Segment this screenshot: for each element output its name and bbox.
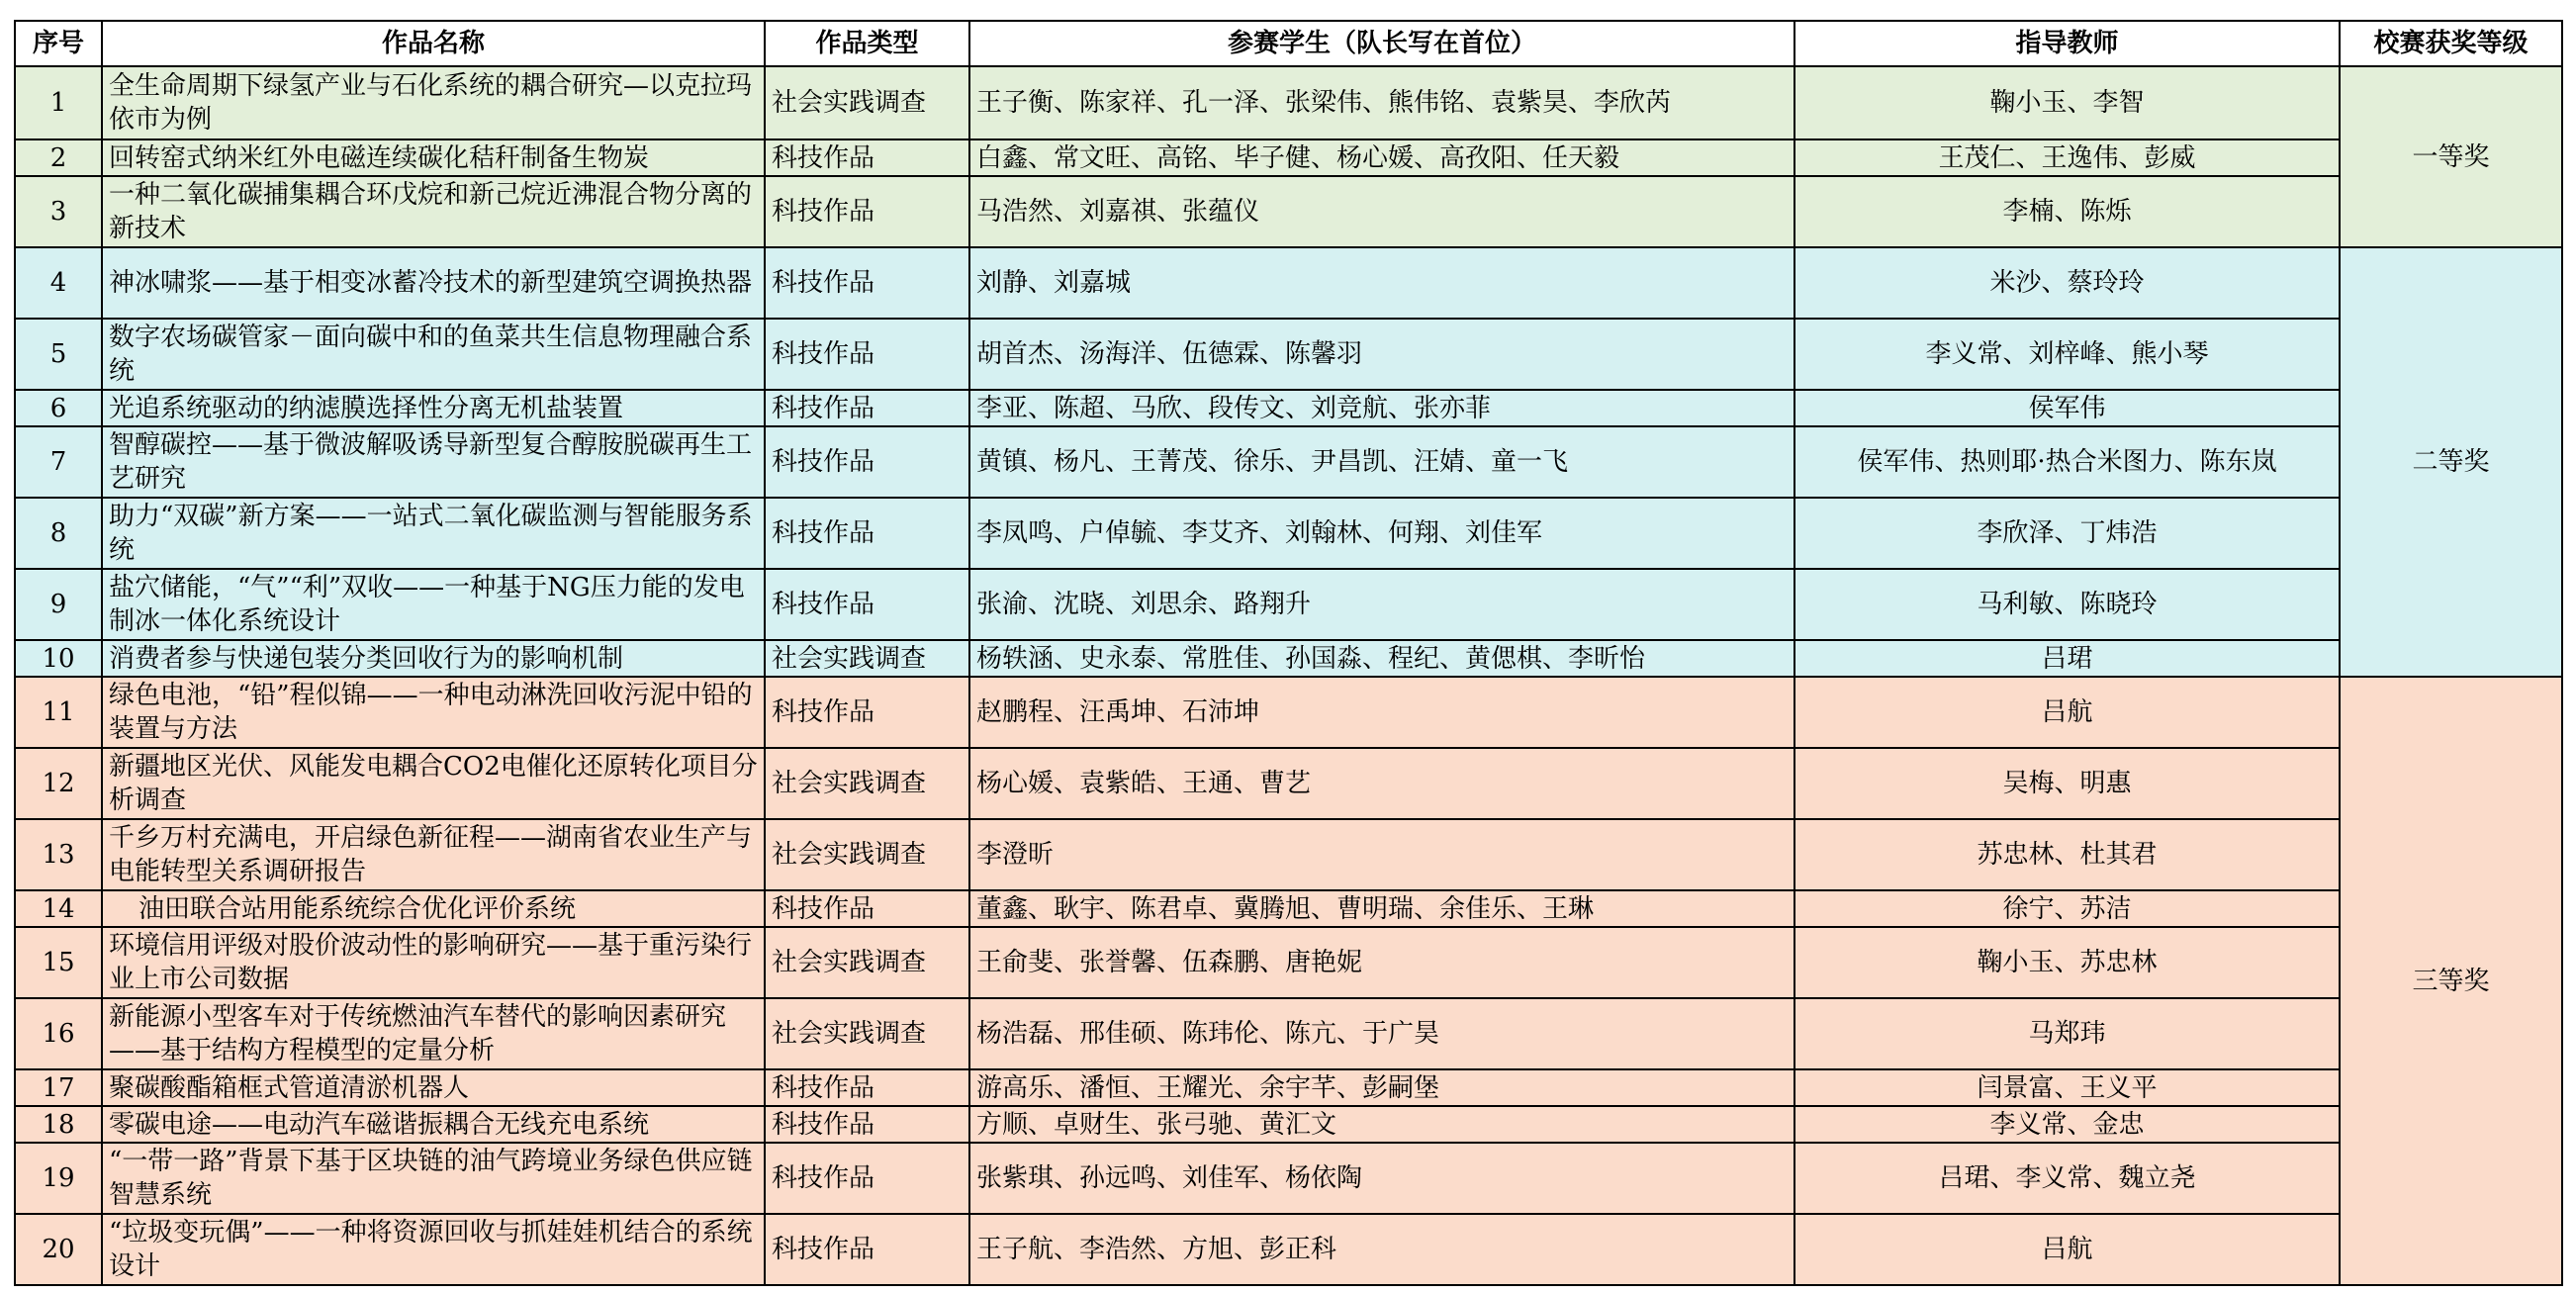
header-advisors: 指导教师 (1794, 21, 2340, 66)
cell-title: 一种二氧化碳捕集耦合环戊烷和新己烷近沸混合物分离的新技术 (102, 176, 765, 247)
cell-title: 神冰啸浆——基于相变冰蓄冷技术的新型建筑空调换热器 (102, 247, 765, 319)
award-table-container (14, 20, 2563, 1286)
table-row (15, 677, 2562, 748)
cell-title: 回转窑式纳米红外电磁连续碳化秸秆制备生物炭 (102, 139, 765, 176)
cell-title: 消费者参与快递包装分类回收行为的影响机制 (102, 640, 765, 677)
cell-type: 社会实践调查 (765, 640, 969, 677)
award-table (14, 20, 2563, 1286)
cell-advisors: 吕航 (1794, 677, 2340, 748)
cell-type: 科技作品 (765, 677, 969, 748)
cell-no: 12 (15, 748, 102, 819)
cell-type: 社会实践调查 (765, 998, 969, 1069)
cell-no: 8 (15, 498, 102, 569)
cell-no: 1 (15, 66, 102, 139)
table-row (15, 1143, 2562, 1214)
cell-title: 盐穴储能，“气”“利”双收——一种基于NG压力能的发电制冰一体化系统设计 (102, 569, 765, 640)
cell-students: 赵鹏程、汪禹坤、石沛坤 (969, 677, 1794, 748)
cell-no: 17 (15, 1069, 102, 1106)
cell-type: 科技作品 (765, 319, 969, 390)
cell-title: 新疆地区光伏、风能发电耦合CO2电催化还原转化项目分析调查 (102, 748, 765, 819)
cell-advisors: 李楠、陈烁 (1794, 176, 2340, 247)
header-award: 校赛获奖等级 (2340, 21, 2562, 66)
table-row (15, 569, 2562, 640)
cell-students: 张紫琪、孙远鸣、刘佳军、杨依陶 (969, 1143, 1794, 1214)
cell-students: 方顺、卓财生、张弓驰、黄汇文 (969, 1106, 1794, 1143)
cell-advisors: 吕珺、李义常、魏立尧 (1794, 1143, 2340, 1214)
cell-no: 7 (15, 426, 102, 498)
cell-type: 科技作品 (765, 569, 969, 640)
table-row (15, 426, 2562, 498)
cell-no: 9 (15, 569, 102, 640)
cell-type: 科技作品 (765, 390, 969, 426)
table-row (15, 176, 2562, 247)
table-row (15, 890, 2562, 927)
cell-title: “一带一路”背景下基于区块链的油气跨境业务绿色供应链智慧系统 (102, 1143, 765, 1214)
cell-students: 胡首杰、汤海洋、伍德霖、陈馨羽 (969, 319, 1794, 390)
cell-no: 13 (15, 819, 102, 890)
cell-type: 科技作品 (765, 1106, 969, 1143)
table-row (15, 998, 2562, 1069)
cell-students: 杨轶涵、史永泰、常胜佳、孙国淼、程纪、黄偲棋、李昕怡 (969, 640, 1794, 677)
cell-students: 李亚、陈超、马欣、段传文、刘竞航、张亦菲 (969, 390, 1794, 426)
cell-students: 李澄昕 (969, 819, 1794, 890)
cell-no: 5 (15, 319, 102, 390)
table-row (15, 1069, 2562, 1106)
cell-advisors: 侯军伟、热则耶·热合米图力、陈东岚 (1794, 426, 2340, 498)
cell-advisors: 王茂仁、王逸伟、彭威 (1794, 139, 2340, 176)
cell-advisors: 鞠小玉、苏忠林 (1794, 927, 2340, 998)
cell-type: 社会实践调查 (765, 66, 969, 139)
cell-advisors: 马郑玮 (1794, 998, 2340, 1069)
cell-students: 黄镇、杨凡、王菁茂、徐乐、尹昌凯、汪婧、童一飞 (969, 426, 1794, 498)
cell-advisors: 李义常、刘梓峰、熊小琴 (1794, 319, 2340, 390)
cell-type: 科技作品 (765, 139, 969, 176)
cell-type: 科技作品 (765, 176, 969, 247)
cell-advisors: 李欣泽、丁炜浩 (1794, 498, 2340, 569)
award-second: 二等奖 (2340, 247, 2562, 677)
cell-title: 数字农场碳管家－面向碳中和的鱼菜共生信息物理融合系统 (102, 319, 765, 390)
cell-no: 3 (15, 176, 102, 247)
header-no: 序号 (15, 21, 102, 66)
cell-type: 社会实践调查 (765, 748, 969, 819)
table-row (15, 139, 2562, 176)
award-third: 三等奖 (2340, 677, 2562, 1285)
cell-title: 零碳电途——电动汽车磁谐振耦合无线充电系统 (102, 1106, 765, 1143)
table-row (15, 927, 2562, 998)
cell-title: 油田联合站用能系统综合优化评价系统 (102, 890, 765, 927)
cell-students: 杨浩磊、邢佳硕、陈玮伦、陈亢、于广昊 (969, 998, 1794, 1069)
cell-advisors: 闫景富、王义平 (1794, 1069, 2340, 1106)
cell-no: 4 (15, 247, 102, 319)
cell-students: 王俞斐、张誉馨、伍森鹏、唐艳妮 (969, 927, 1794, 998)
cell-type: 科技作品 (765, 890, 969, 927)
cell-type: 科技作品 (765, 247, 969, 319)
cell-title: 光追系统驱动的纳滤膜选择性分离无机盐装置 (102, 390, 765, 426)
cell-type: 科技作品 (765, 1069, 969, 1106)
cell-title: 新能源小型客车对于传统燃油汽车替代的影响因素研究——基于结构方程模型的定量分析 (102, 998, 765, 1069)
cell-students: 王子衡、陈家祥、孔一泽、张梁伟、熊伟铭、袁紫昊、李欣芮 (969, 66, 1794, 139)
cell-type: 科技作品 (765, 498, 969, 569)
cell-title: 绿色电池，“铅”程似锦——一种电动淋洗回收污泥中铅的装置与方法 (102, 677, 765, 748)
cell-type: 科技作品 (765, 1143, 969, 1214)
cell-students: 张渝、沈晓、刘思余、路翔升 (969, 569, 1794, 640)
table-row (15, 319, 2562, 390)
cell-students: 董鑫、耿宇、陈君卓、冀腾旭、曹明瑞、余佳乐、王琳 (969, 890, 1794, 927)
table-row (15, 819, 2562, 890)
table-row (15, 498, 2562, 569)
cell-type: 社会实践调查 (765, 927, 969, 998)
cell-no: 10 (15, 640, 102, 677)
cell-students: 杨心媛、袁紫皓、王通、曹艺 (969, 748, 1794, 819)
cell-title: 全生命周期下绿氢产业与石化系统的耦合研究—以克拉玛依市为例 (102, 66, 765, 139)
cell-students: 王子航、李浩然、方旭、彭正科 (969, 1214, 1794, 1285)
cell-title: “垃圾变玩偶”——一种将资源回收与抓娃娃机结合的系统设计 (102, 1214, 765, 1285)
header-students: 参赛学生（队长写在首位） (969, 21, 1794, 66)
cell-advisors: 吕珺 (1794, 640, 2340, 677)
cell-advisors: 李义常、金忠 (1794, 1106, 2340, 1143)
award-first: 一等奖 (2340, 66, 2562, 247)
cell-students: 游高乐、潘恒、王耀光、余宇芊、彭嗣堡 (969, 1069, 1794, 1106)
cell-title: 智醇碳控——基于微波解吸诱导新型复合醇胺脱碳再生工艺研究 (102, 426, 765, 498)
cell-advisors: 吕航 (1794, 1214, 2340, 1285)
table-row (15, 1214, 2562, 1285)
cell-no: 16 (15, 998, 102, 1069)
cell-advisors: 米沙、蔡玲玲 (1794, 247, 2340, 319)
cell-title: 聚碳酸酯箱框式管道清淤机器人 (102, 1069, 765, 1106)
table-row (15, 66, 2562, 139)
table-row (15, 390, 2562, 426)
cell-type: 社会实践调查 (765, 819, 969, 890)
cell-no: 6 (15, 390, 102, 426)
cell-type: 科技作品 (765, 1214, 969, 1285)
table-row (15, 748, 2562, 819)
cell-no: 11 (15, 677, 102, 748)
header-title: 作品名称 (102, 21, 765, 66)
header-row (15, 21, 2562, 66)
cell-advisors: 鞠小玉、李智 (1794, 66, 2340, 139)
cell-no: 19 (15, 1143, 102, 1214)
cell-advisors: 苏忠林、杜其君 (1794, 819, 2340, 890)
table-row (15, 640, 2562, 677)
table-row (15, 247, 2562, 319)
table-row (15, 1106, 2562, 1143)
cell-no: 2 (15, 139, 102, 176)
cell-no: 14 (15, 890, 102, 927)
cell-students: 白鑫、常文旺、高铭、毕子健、杨心媛、高孜阳、任天毅 (969, 139, 1794, 176)
header-type: 作品类型 (765, 21, 969, 66)
cell-students: 马浩然、刘嘉祺、张蕴仪 (969, 176, 1794, 247)
cell-advisors: 徐宁、苏洁 (1794, 890, 2340, 927)
cell-advisors: 马利敏、陈晓玲 (1794, 569, 2340, 640)
cell-advisors: 侯军伟 (1794, 390, 2340, 426)
cell-students: 李凤鸣、户倬毓、李艾齐、刘翰林、何翔、刘佳军 (969, 498, 1794, 569)
cell-advisors: 吴梅、明惠 (1794, 748, 2340, 819)
cell-title: 环境信用评级对股价波动性的影响研究——基于重污染行业上市公司数据 (102, 927, 765, 998)
cell-no: 15 (15, 927, 102, 998)
cell-title: 千乡万村充满电，开启绿色新征程——湖南省农业生产与电能转型关系调研报告 (102, 819, 765, 890)
cell-no: 18 (15, 1106, 102, 1143)
cell-type: 科技作品 (765, 426, 969, 498)
cell-students: 刘静、刘嘉城 (969, 247, 1794, 319)
cell-no: 20 (15, 1214, 102, 1285)
cell-title: 助力“双碳”新方案——一站式二氧化碳监测与智能服务系统 (102, 498, 765, 569)
